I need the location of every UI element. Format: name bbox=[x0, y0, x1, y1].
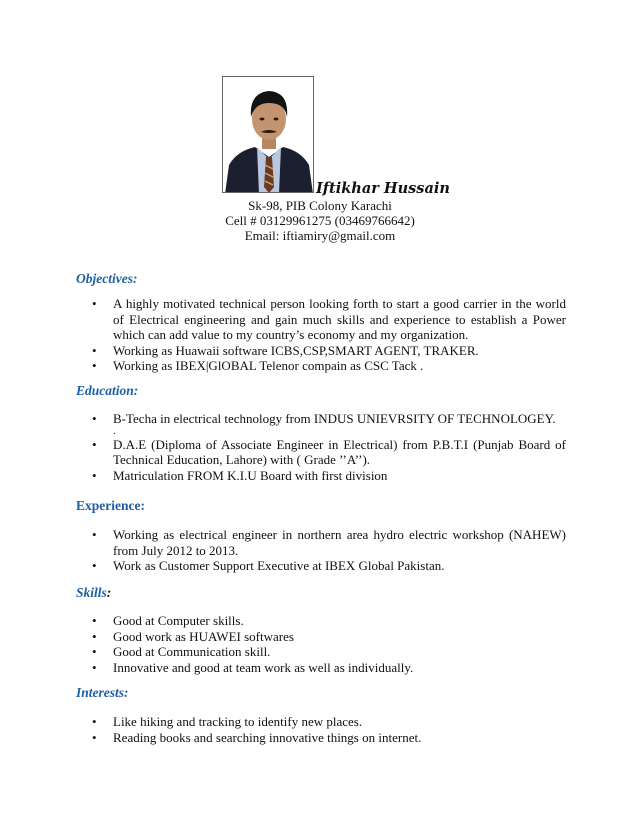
experience-list bbox=[92, 527, 566, 574]
list-item: • Good at Communication skill. bbox=[92, 644, 271, 659]
stray-mark: . bbox=[113, 425, 116, 437]
education-list bbox=[92, 411, 566, 483]
list-item: • Working as IBEX|GlOBAL Telenor compain as CSC Tack . bbox=[92, 358, 424, 373]
list-item: • Like hiking and tracking to identify new places. bbox=[92, 714, 363, 729]
skills-list bbox=[92, 613, 566, 675]
objectives-list bbox=[92, 296, 566, 374]
list-item: • Good work as HUAWEI softwares bbox=[92, 628, 294, 644]
candidate-name: Iftikhar Hussain bbox=[316, 180, 450, 197]
cell-line: Cell # 03129961275 (03469766642) bbox=[225, 213, 415, 228]
interests-heading: Interests: bbox=[76, 685, 129, 700]
objectives-heading: Objectives: bbox=[76, 271, 138, 286]
list-item: • Good at Computer skills. bbox=[92, 613, 244, 628]
list-item: • A highly motivated technical person looking forth to start a good carrier in the world of Electrical engineering and gain much skills and experience to establish a Power which can add value to my country’s economy and my organization. bbox=[92, 296, 566, 342]
email-line: Email: iftiamiry@gmail.com bbox=[244, 228, 396, 243]
list-item: • Innovative and good at team work as well as individually. bbox=[92, 659, 414, 675]
list-item: • Reading books and searching innovative things on internet. bbox=[92, 729, 422, 745]
profile-photo bbox=[222, 76, 314, 193]
list-item: • D.A.E (Diploma of Associate Engineer in Electrical) from P.B.T.I (Punjab Board of Technical Education, Lahore) with ( Grade ’’A’’). bbox=[92, 436, 566, 467]
list-item: • Work as Customer Support Executive at IBEX Global Pakistan. bbox=[92, 558, 445, 573]
experience-heading: Experience: bbox=[76, 498, 145, 513]
address-line: Sk-98, PIB Colony Karachi bbox=[248, 198, 392, 213]
list-item: • Matriculation FROM K.I.U Board with first division bbox=[92, 467, 388, 483]
person-portrait-icon bbox=[223, 77, 314, 193]
list-item: • Working as electrical engineer in northern area hydro electric workshop (NAHEW) from July 2012 to 2013. bbox=[92, 527, 566, 558]
education-heading: Education: bbox=[76, 383, 139, 398]
list-item: • Working as Huawaii software ICBS,CSP,SMART AGENT, TRAKER. bbox=[92, 342, 479, 358]
interests-list bbox=[92, 714, 566, 745]
list-item: • B-Techa in electrical technology from INDUS UNIEVRSITY OF TECHNOLOGEY. bbox=[92, 411, 556, 426]
skills-heading: Skills: bbox=[76, 585, 112, 600]
